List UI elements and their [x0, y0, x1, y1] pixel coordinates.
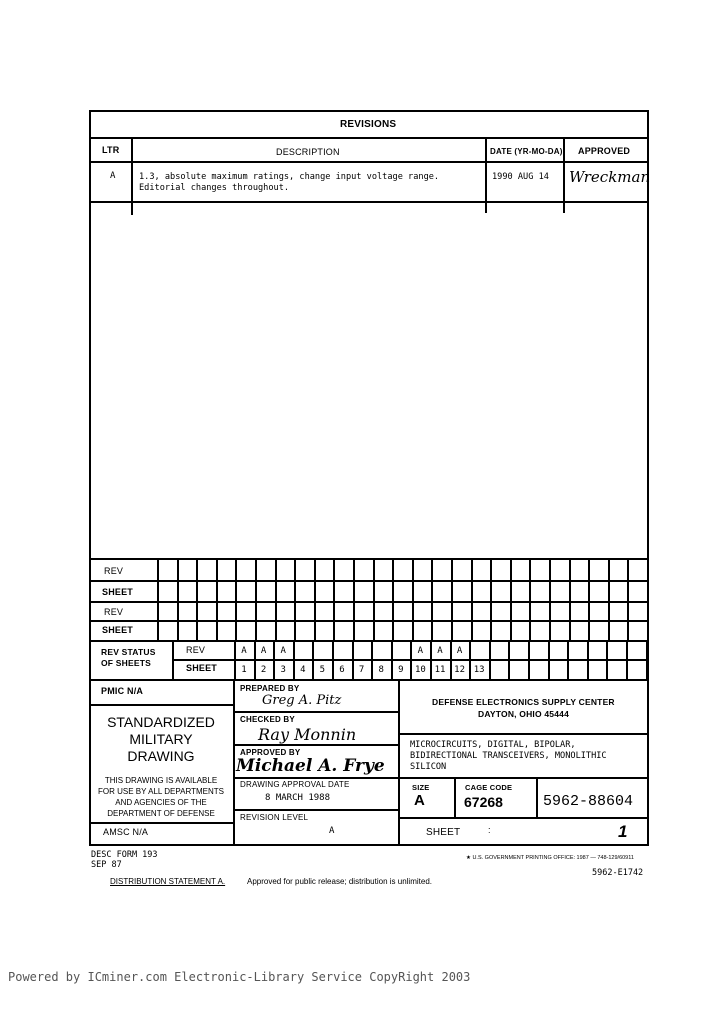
approved-header: APPROVED — [578, 146, 631, 156]
revision-approved-signature: Wreckman — [569, 168, 651, 186]
date-header: DATE (YR-MO-DA) — [490, 147, 563, 156]
checked-by-label: CHECKED BY — [240, 715, 295, 724]
rev-letter-cell: A — [260, 646, 267, 656]
ltr-header: LTR — [102, 145, 120, 155]
revision-level-label: REVISION LEVEL — [240, 813, 309, 822]
grid-row-label-sheet-1: SHEET — [102, 587, 134, 597]
sheet-number-cell: 2 — [260, 665, 267, 675]
copyright-line: Powered by ICminer.com Electronic-Library Service CopyRight 2003 — [8, 970, 471, 984]
sheet-number-cell: 6 — [339, 665, 345, 675]
title-line2: BIDIRECTIONAL TRANSCEIVERS, MONOLITHIC — [410, 751, 607, 761]
sheet-number-cell: 1 — [241, 665, 247, 675]
standardized-line3: DRAWING — [127, 748, 195, 764]
grid-row-label-sheet-2: SHEET — [102, 625, 134, 635]
sheet-number-cell: 8 — [378, 665, 384, 675]
sheet-number-cell: 10 — [414, 665, 426, 675]
standardized-line1: STANDARDIZED — [107, 714, 215, 730]
prepared-by-signature: Greg A. Pitz — [262, 693, 342, 708]
sheet-number-cell: 4 — [300, 665, 306, 675]
rev-status-label: REV STATUS OF SHEETS — [101, 647, 156, 668]
grid-row-label-rev-1: REV — [104, 566, 124, 576]
sheet-number-cell: 11 — [434, 665, 446, 675]
sheet-number-cell: 12 — [454, 665, 466, 675]
availability-text: THIS DRAWING IS AVAILABLE FOR USE BY ALL DEPARTMENTS AND AGENCIES OF THE DEPARTMENT OF DEFENSE — [98, 776, 224, 818]
sheet-label-bottom: SHEET — [426, 827, 461, 838]
size-value: A — [414, 792, 425, 809]
sheet-number-cell: 5 — [319, 665, 326, 675]
revision-level: A — [329, 826, 335, 836]
form-line2: SEP 87 — [91, 860, 122, 870]
approved-by-label: APPROVED BY — [240, 748, 301, 757]
rev-letter-cell: A — [241, 646, 247, 656]
sheet-number: 1 — [618, 822, 628, 841]
approved-by-signature: Michael A. Frye — [236, 756, 385, 776]
sheet-number-cell: 9 — [398, 665, 404, 675]
standardized-line2: MILITARY — [129, 731, 193, 747]
sheet-label: SHEET — [186, 663, 218, 673]
grid-row-label-rev-2: REV — [104, 607, 124, 617]
sheet-number-cell: 7 — [358, 665, 365, 675]
doc-code: 5962-E1742 — [592, 868, 644, 878]
rev-letter-cell: A — [280, 646, 286, 656]
size-label: SIZE — [412, 783, 430, 792]
revision-description-line2: Editorial changes throughout. — [139, 183, 290, 193]
checked-by-signature: Ray Monnin — [258, 725, 357, 744]
agency-line1: DEFENSE ELECTRONICS SUPPLY CENTER — [432, 697, 615, 707]
form-line1: DESC FORM 193 — [91, 850, 158, 860]
revisions-title: REVISIONS — [340, 119, 397, 130]
pmic-label: PMIC N/A — [101, 686, 144, 696]
approval-date-label: DRAWING APPROVAL DATE — [240, 780, 350, 789]
revision-ltr: A — [110, 171, 116, 181]
sheet-number-cell: 3 — [280, 665, 286, 675]
agency-line2: DAYTON, OHIO 45444 — [478, 709, 569, 719]
gpo-line: ★ U.S. GOVERNMENT PRINTING OFFICE: 1987 — 748-129/60911 — [466, 855, 634, 861]
revision-description-line1: 1.3, absolute maximum ratings, change input voltage range. — [139, 172, 440, 182]
description-header: DESCRIPTION — [276, 147, 340, 157]
title-line3: SILICON — [410, 762, 447, 772]
rev-label: REV — [186, 645, 206, 655]
distribution-label: DISTRIBUTION STATEMENT A. — [110, 877, 226, 886]
sheet-separator: : — [488, 825, 491, 835]
distribution-text: Approved for public release; distribution is unlimited. — [247, 877, 432, 886]
rev-letter-cell: A — [437, 646, 443, 656]
revision-date: 1990 AUG 14 — [492, 172, 549, 182]
approval-date: 8 MARCH 1988 — [265, 793, 331, 803]
cage-label: CAGE CODE — [465, 783, 513, 792]
cage-value: 67268 — [464, 794, 503, 810]
dwg-number: 5962-88604 — [543, 793, 634, 810]
sheet-number-cell: 13 — [473, 665, 485, 675]
rev-letter-cell: A — [456, 646, 463, 656]
amsc-label: AMSC N/A — [103, 827, 149, 837]
prepared-by-label: PREPARED BY — [240, 684, 300, 693]
title-line1: MICROCIRCUITS, DIGITAL, BIPOLAR, — [410, 740, 576, 750]
rev-letter-cell: A — [417, 646, 424, 656]
